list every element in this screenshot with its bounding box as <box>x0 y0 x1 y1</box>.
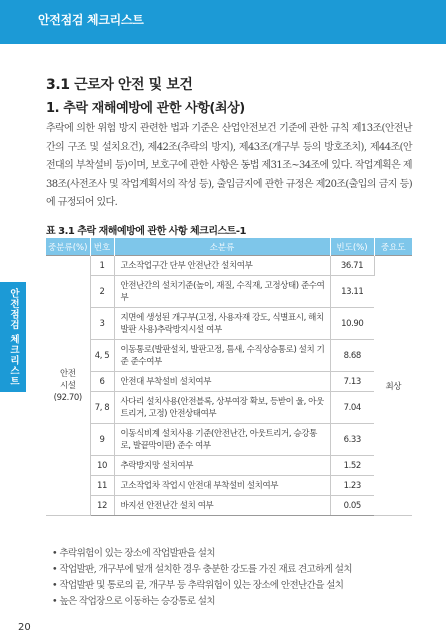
row-number: 10 <box>90 456 114 476</box>
row-number: 11 <box>90 476 114 496</box>
row-frequency: 13.11 <box>330 276 374 308</box>
row-number: 6 <box>90 372 114 392</box>
row-frequency: 1.52 <box>330 456 374 476</box>
header-title: 안전점검 체크리스트 <box>38 13 144 27</box>
page-number: 20 <box>18 622 31 633</box>
row-frequency: 36.71 <box>330 256 374 276</box>
table-row <box>46 372 412 392</box>
row-item: 사다리 설치사용(안전블록, 상부여장 확보, 등받이 울, 아웃트리거, 고정) 안전상태여부 <box>114 392 330 424</box>
row-number: 4, 5 <box>90 340 114 372</box>
category-cell: 안전 시설 (92.70) <box>46 256 90 516</box>
table-row <box>46 308 412 340</box>
row-item: 이동통로(발판설치, 발판고정, 틈새, 수직상승통로) 설치 기준 준수여부 <box>114 340 330 372</box>
row-item: 지면에 생성된 개구부(고정, 사용자재 강도, 식별표시, 해치발판 사용)추락방지시설 여부 <box>114 308 330 340</box>
row-item: 추락방지망 설치여부 <box>114 456 330 476</box>
row-number: 3 <box>90 308 114 340</box>
table-row <box>46 392 412 424</box>
checklist-table <box>46 238 412 516</box>
bullet-item: • 높은 작업장으로 이동하는 승강통로 설치 <box>52 594 412 610</box>
intro-paragraph: 추락에 의한 위험 방지 관련한 법과 기준은 산업안전보건 기준에 관한 규칙 제13조(안전난간의 구조 및 설치요건), 제42조(추락의 방지), 제43조(개구부 등의 방호조치), 제44조(안전대의 부착설비 등)이며, 보호구에 관한 사항은 동법 제31조~34조에 있다. 작업계획은 제38조(사전조사 및 작업계획서의 작성 등), 출입금지에 관한 규정은 제20조(출입의 금지 등)에 규정되어 있다. <box>46 123 412 208</box>
table-row <box>46 340 412 372</box>
header-category: 중분류(%) <box>46 238 90 256</box>
row-frequency: 7.13 <box>330 372 374 392</box>
importance-cell: 최상 <box>374 256 412 516</box>
row-frequency: 1.23 <box>330 476 374 496</box>
table-row <box>46 424 412 456</box>
bullet-item: • 작업발판, 개구부에 덮개 설치한 경우 충분한 강도를 가진 재료 견고하게 설치 <box>52 562 412 578</box>
row-number: 2 <box>90 276 114 308</box>
table-header-row <box>46 238 412 256</box>
row-item: 바지선 안전난간 설치 여부 <box>114 496 330 516</box>
row-item: 안전난간의 설치기준(높이, 재질, 수직재, 고정상태) 준수여부 <box>114 276 330 308</box>
row-item: 이동식비계 설치사용 기준(안전난간, 아웃트리거, 승강통로, 발끝막이판) 준수 여부 <box>114 424 330 456</box>
table-row <box>46 496 412 516</box>
table-row <box>46 456 412 476</box>
header-number: 번호 <box>90 238 114 256</box>
row-frequency: 10.90 <box>330 308 374 340</box>
table-caption: 표 3.1 추락 재해예방에 관한 사항 체크리스트-1 <box>46 226 246 237</box>
row-frequency: 7.04 <box>330 392 374 424</box>
section-subtitle: 1. 추락 재해예방에 관한 사항(최상) <box>46 101 245 116</box>
bullet-list <box>52 546 412 610</box>
row-number: 9 <box>90 424 114 456</box>
header-frequency: 빈도(%) <box>330 238 374 256</box>
side-tab-label: 안전점검 체크리스트 <box>8 287 19 387</box>
row-frequency: 0.05 <box>330 496 374 516</box>
table-row <box>46 276 412 308</box>
bullet-item: • 작업발판 및 통로의 끝, 개구부 등 추락위험이 있는 장소에 안전난간을 설치 <box>52 578 412 594</box>
row-item: 안전대 부착설비 설치여부 <box>114 372 330 392</box>
table-row <box>46 476 412 496</box>
row-number: 7, 8 <box>90 392 114 424</box>
table-row <box>46 256 412 276</box>
header-subcategory: 소분류 <box>114 238 330 256</box>
table-body <box>46 256 412 516</box>
row-frequency: 8.68 <box>330 340 374 372</box>
row-frequency: 6.33 <box>330 424 374 456</box>
row-item: 고소작업구간 단부 안전난간 설치여부 <box>114 256 330 276</box>
row-item: 고소작업차 작업시 안전대 부착설비 설치여부 <box>114 476 330 496</box>
bullet-item: • 추락위험이 있는 장소에 작업발판을 설치 <box>52 546 412 562</box>
header-bar <box>0 0 446 44</box>
header-importance: 중요도 <box>374 238 412 256</box>
row-number: 1 <box>90 256 114 276</box>
row-number: 12 <box>90 496 114 516</box>
side-tab <box>0 282 26 392</box>
section-title: 3.1 근로자 안전 및 보건 <box>46 77 193 93</box>
